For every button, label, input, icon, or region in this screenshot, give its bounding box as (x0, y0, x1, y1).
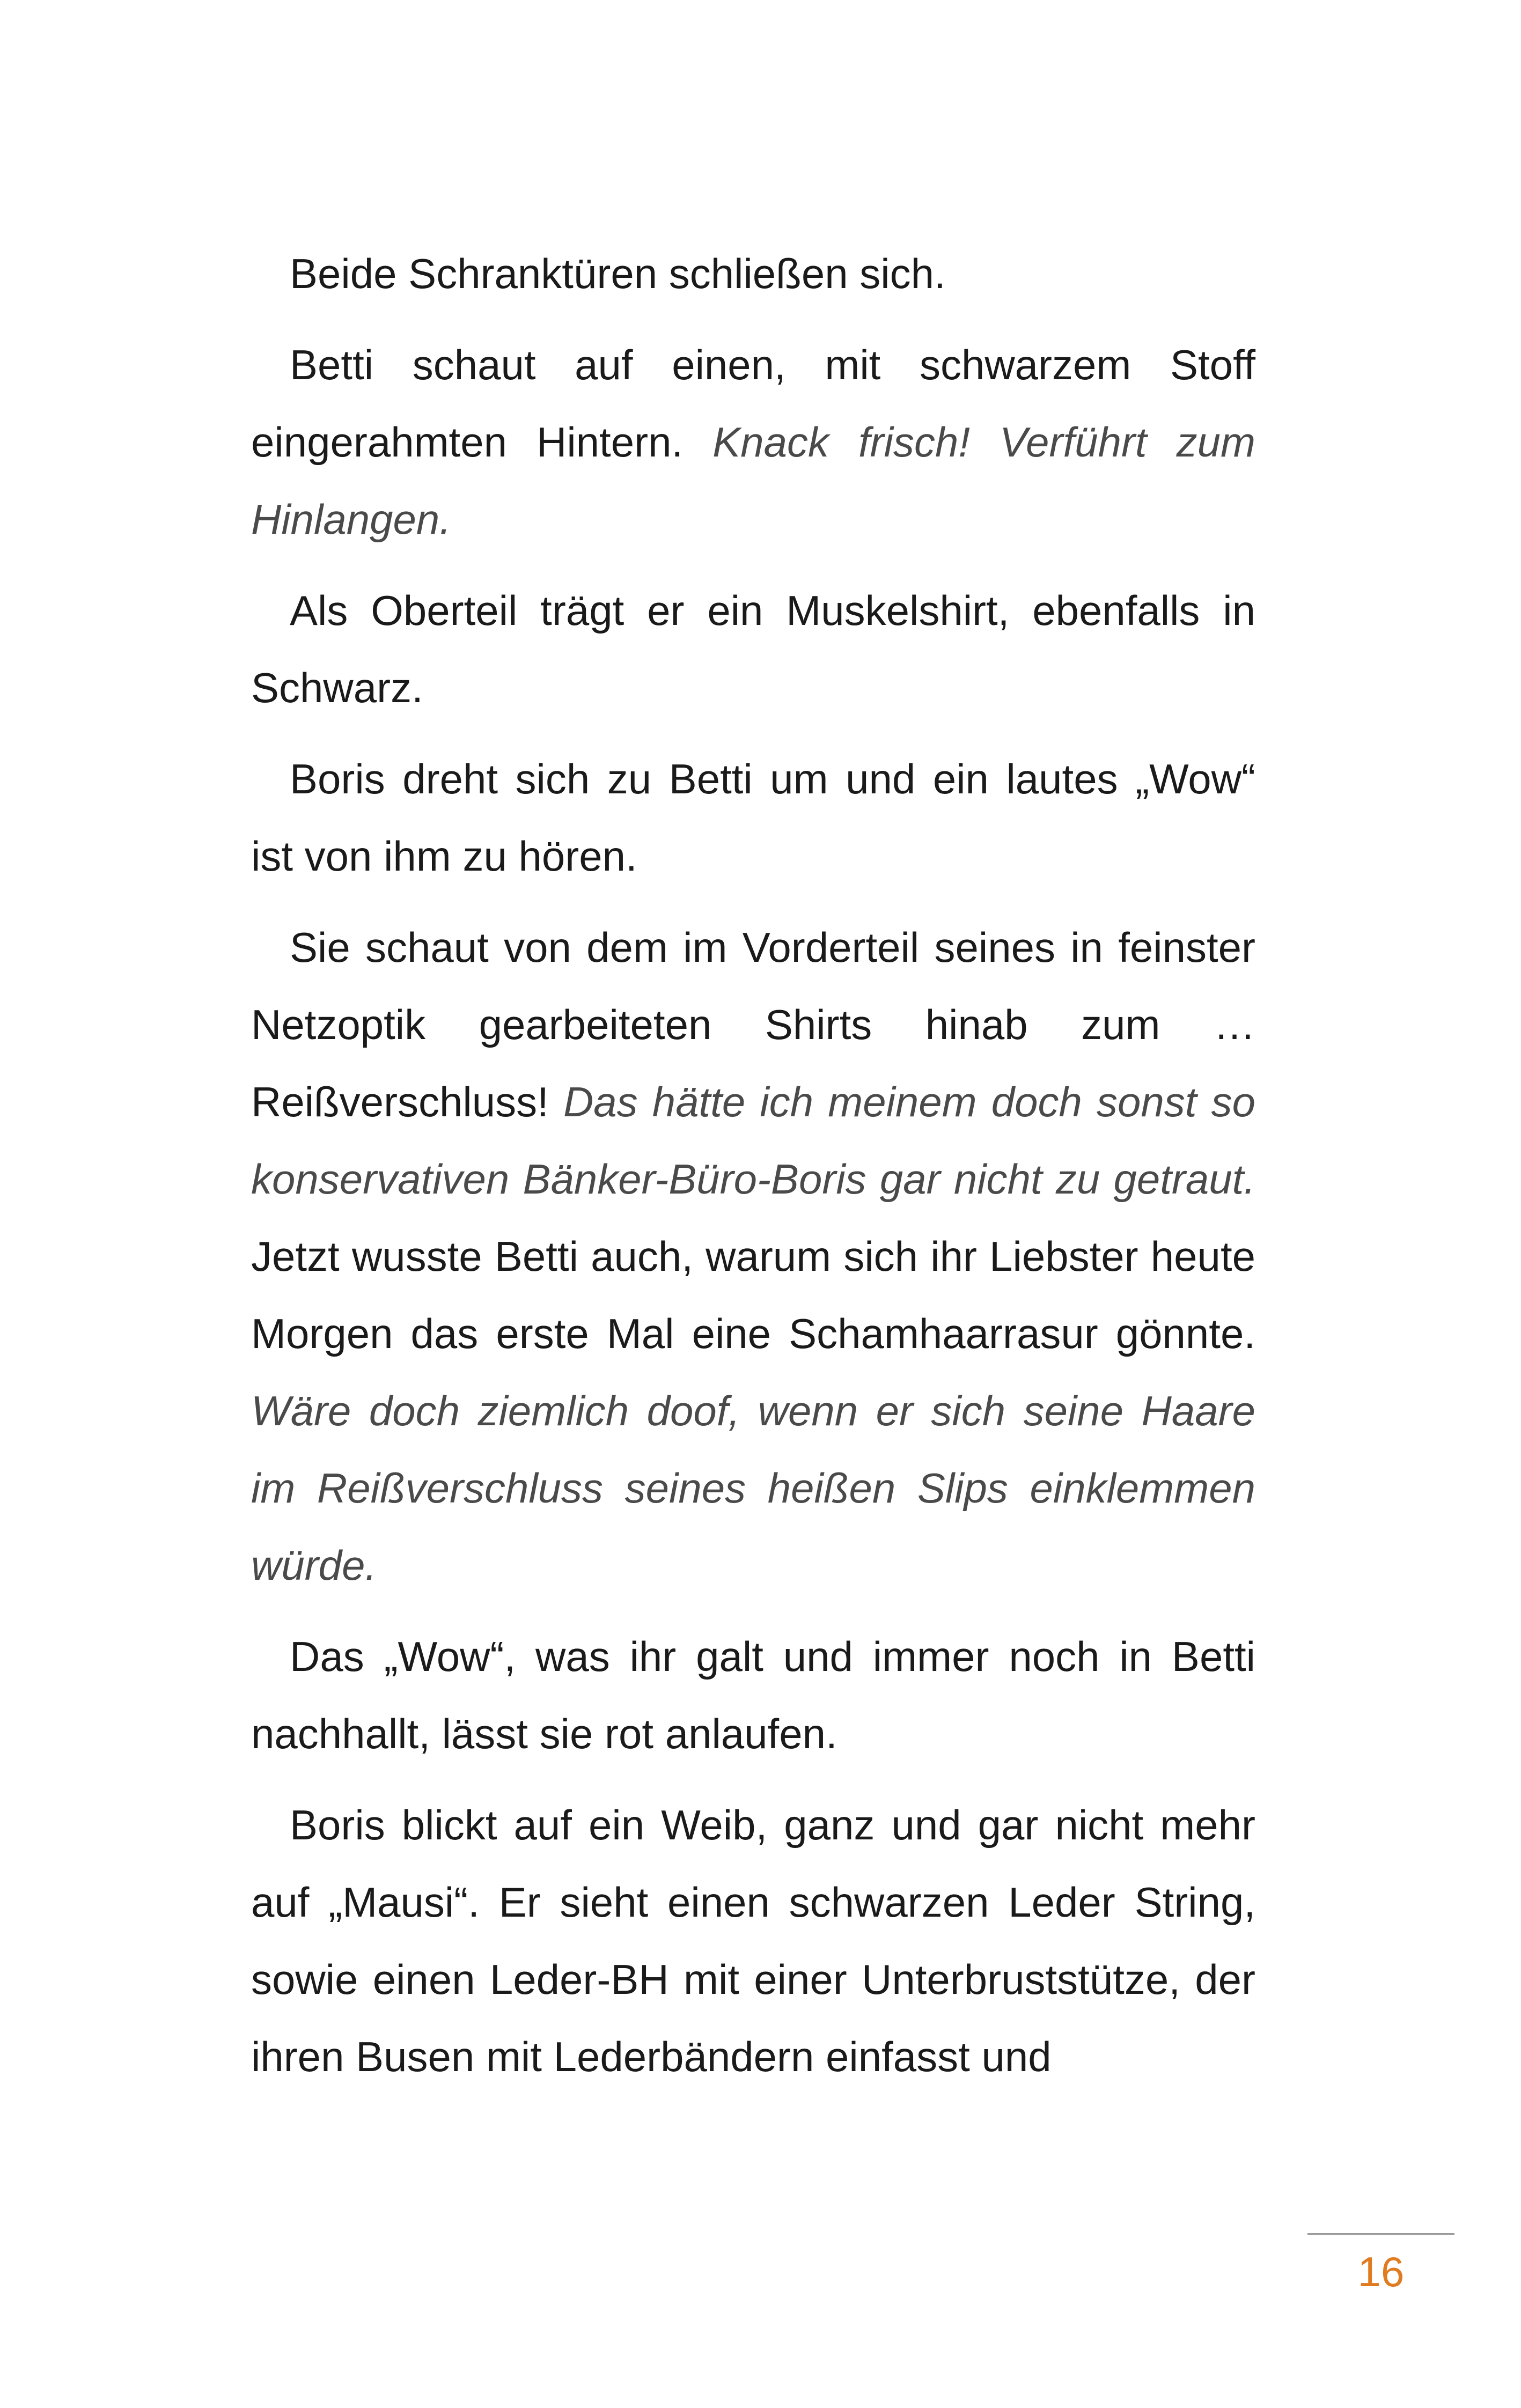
narration-text: Boris blickt auf ein Weib, ganz und gar nicht mehr auf „Mausi“. Er sieht einen schwarzen Leder String, sowie einen Leder-BH mit einer Unterbruststütze, der ihren Busen mit Lederbändern einfasst und (251, 1801, 1255, 2080)
paragraph (251, 235, 1255, 312)
inner-thought-text: Knack frisch! Verführt zum Hinlangen. (251, 418, 1255, 543)
narration-text: Betti schaut auf einen, mit schwarzem Stoff eingerahmten Hintern. (251, 341, 1255, 466)
narration-text: Das „Wow“, was ihr galt und immer noch in Betti nachhallt, lässt sie rot anlaufen. (251, 1633, 1255, 1757)
paragraph (251, 740, 1255, 895)
inner-thought-text: Wäre doch ziemlich doof, wenn er sich seine Haare im Reißverschluss seines heißen Slips einklemmen würde. (251, 1387, 1255, 1589)
narration-text: Als Oberteil trägt er ein Muskelshirt, ebenfalls in Schwarz. (251, 587, 1255, 711)
narration-text: Beide Schranktüren schließen sich. (290, 250, 946, 297)
inner-thought-text: Das hätte ich meinem doch sonst so konservativen Bänker-Büro-Boris gar nicht zu getraut. (251, 1078, 1256, 1203)
narration-text: Sie schaut von dem im Vorderteil seines in feinster Netzoptik gearbeiteten Shirts hinab zum … Reißverschluss! (251, 924, 1255, 1125)
paragraph (251, 326, 1255, 558)
paragraph (251, 1786, 1255, 2095)
footer-divider (1307, 2233, 1454, 2235)
paragraph (251, 572, 1255, 726)
book-text (251, 235, 1255, 2109)
page-number: 16 (1357, 2248, 1405, 2295)
paragraph (251, 909, 1255, 1604)
narration-text: Boris dreht sich zu Betti um und ein lautes „Wow“ ist von ihm zu hören. (251, 755, 1255, 880)
narration-text: Jetzt wusste Betti auch, warum sich ihr Liebster heute Morgen das erste Mal eine Schamhaarrasur gönnte. (251, 1233, 1255, 1357)
paragraph (251, 1618, 1255, 1772)
